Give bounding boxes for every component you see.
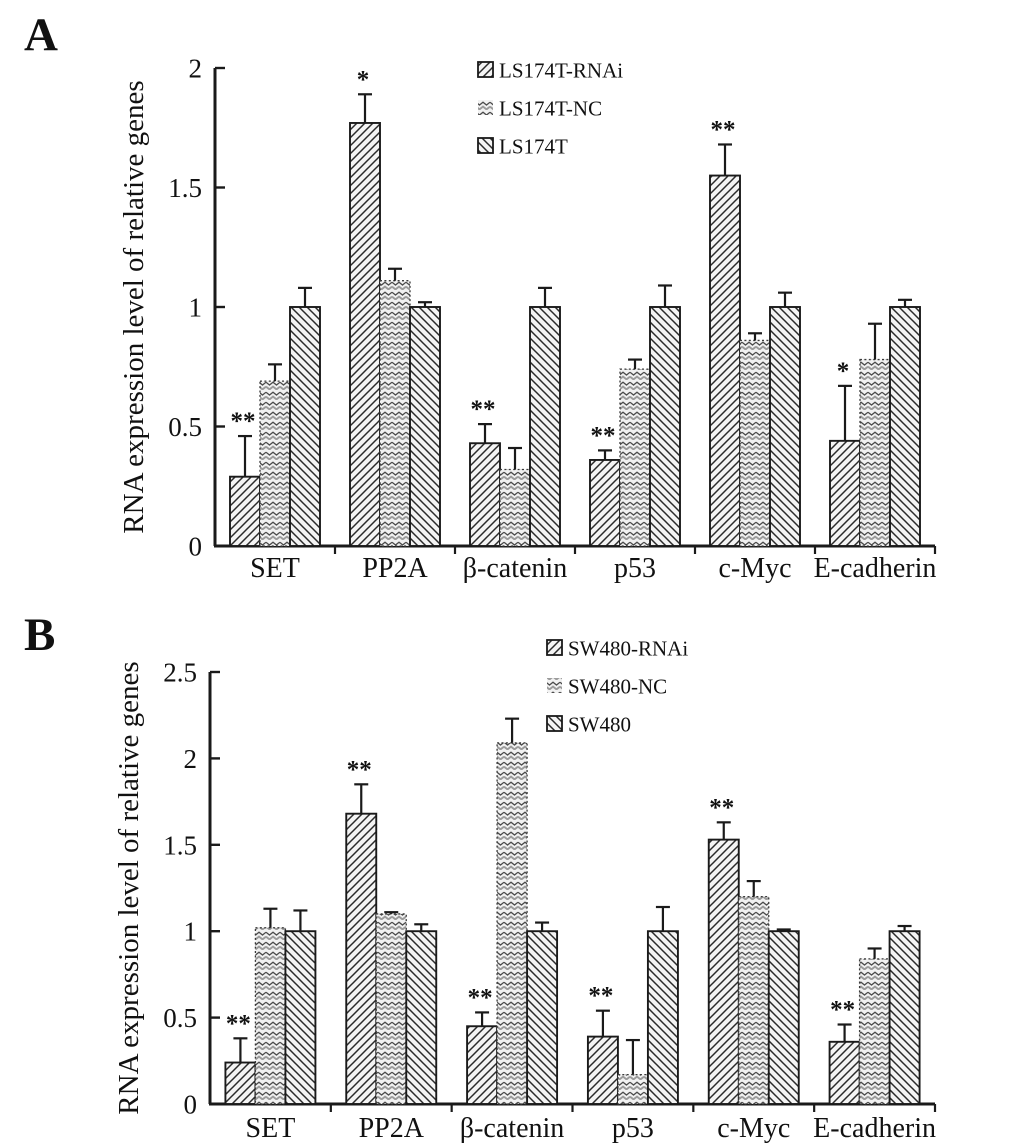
significance-marker: * <box>356 66 370 94</box>
legend-label: LS174T-RNAi <box>499 58 624 83</box>
bar-LS174T-NC-E-cadherin <box>860 360 890 546</box>
category-label: E-cadherin <box>813 553 937 584</box>
bar-SW480-NC-SET <box>255 928 285 1104</box>
significance-marker: ** <box>709 794 735 822</box>
bar-LS174T-SET <box>290 307 320 546</box>
y-tick-label: 1.5 <box>163 830 197 861</box>
significance-marker: ** <box>230 408 256 436</box>
bar-SW480-RNAi-PP2A <box>346 814 376 1104</box>
bar-LS174T-β-catenin <box>530 307 560 546</box>
category-label: p53 <box>614 553 656 584</box>
category-label: β-catenin <box>462 553 568 584</box>
category-label: PP2A <box>362 553 428 584</box>
y-tick-label: 0.5 <box>168 411 202 442</box>
category-label: p53 <box>611 1113 654 1143</box>
bar-SW480-p53 <box>648 931 678 1104</box>
y-tick-label: 2 <box>188 53 202 84</box>
y-tick-label: 2 <box>183 743 197 774</box>
legend-swatch-wave <box>478 100 493 115</box>
bar-SW480-RNAi-c-Myc <box>709 840 739 1104</box>
bar-LS174T-RNAi-PP2A <box>350 123 380 546</box>
bar-LS174T-RNAi-β-catenin <box>470 443 500 546</box>
legend-label: SW480 <box>568 712 631 737</box>
bar-SW480-PP2A <box>406 931 436 1104</box>
significance-marker: * <box>836 357 850 385</box>
bar-LS174T-RNAi-E-cadherin <box>830 441 860 546</box>
bar-LS174T-c-Myc <box>770 307 800 546</box>
bar-SW480-NC-E-cadherin <box>860 959 890 1104</box>
bar-LS174T-NC-SET <box>260 381 290 546</box>
legend-label: SW480-NC <box>568 674 668 699</box>
significance-marker: ** <box>467 984 493 1012</box>
panel-a-label: A <box>24 9 58 61</box>
bar-SW480-RNAi-SET <box>225 1063 255 1104</box>
significance-marker: ** <box>830 996 856 1024</box>
y-tick-label: 0.5 <box>163 1003 197 1034</box>
y-tick-label: 0 <box>183 1089 197 1120</box>
bar-SW480-RNAi-E-cadherin <box>830 1042 860 1104</box>
panel-b-label: B <box>24 609 56 661</box>
legend-swatch-diagonal-down <box>478 138 493 153</box>
bar-LS174T-RNAi-c-Myc <box>710 176 740 546</box>
bar-LS174T-RNAi-SET <box>230 477 260 546</box>
bar-SW480-RNAi-p53 <box>588 1037 618 1104</box>
category-label: β-catenin <box>459 1113 565 1143</box>
category-label: c-Myc <box>717 1113 791 1143</box>
significance-marker: ** <box>346 756 372 784</box>
bar-LS174T-RNAi-p53 <box>590 460 620 546</box>
bar-SW480-SET <box>285 931 315 1104</box>
category-label: E-cadherin <box>813 1113 936 1143</box>
bar-SW480-RNAi-β-catenin <box>467 1026 497 1104</box>
category-label: PP2A <box>358 1113 424 1143</box>
bar-SW480-NC-c-Myc <box>739 897 769 1104</box>
y-tick-label: 1 <box>183 916 197 947</box>
category-label: SET <box>250 553 300 584</box>
significance-marker: ** <box>588 982 614 1010</box>
y-axis-title: RNA expression level of relative genes <box>113 661 145 1115</box>
bar-SW480-E-cadherin <box>890 931 920 1104</box>
bar-LS174T-NC-PP2A <box>380 281 410 546</box>
significance-marker: ** <box>470 396 496 424</box>
bar-LS174T-NC-p53 <box>620 369 650 546</box>
bar-LS174T-E-cadherin <box>890 307 920 546</box>
legend-swatch-diagonal-down <box>547 716 562 731</box>
y-tick-label: 2.5 <box>163 657 197 688</box>
bar-SW480-NC-PP2A <box>376 914 406 1104</box>
bar-LS174T-NC-β-catenin <box>500 470 530 546</box>
y-tick-label: 1 <box>188 292 202 323</box>
legend-swatch-diagonal-up <box>547 640 562 655</box>
y-tick-label: 0 <box>188 531 202 562</box>
bar-SW480-β-catenin <box>527 931 557 1104</box>
legend-label: LS174T <box>499 134 568 159</box>
category-label: c-Myc <box>718 553 792 584</box>
significance-marker: ** <box>225 1010 251 1038</box>
bar-LS174T-NC-c-Myc <box>740 340 770 546</box>
legend-label: LS174T-NC <box>499 96 603 121</box>
panel-b-chart <box>0 600 1033 1143</box>
significance-marker: ** <box>710 116 736 144</box>
y-axis-title: RNA expression level of relative genes <box>118 80 150 534</box>
bar-SW480-NC-β-catenin <box>497 743 527 1104</box>
category-label: SET <box>245 1113 296 1143</box>
significance-marker: ** <box>590 422 616 450</box>
bar-SW480-NC-p53 <box>618 1075 648 1104</box>
legend-swatch-wave <box>547 678 562 693</box>
legend-label: SW480-RNAi <box>568 636 689 661</box>
bar-SW480-c-Myc <box>769 931 799 1104</box>
bar-LS174T-p53 <box>650 307 680 546</box>
legend-swatch-diagonal-up <box>478 62 493 77</box>
bar-LS174T-PP2A <box>410 307 440 546</box>
y-tick-label: 1.5 <box>168 172 202 203</box>
